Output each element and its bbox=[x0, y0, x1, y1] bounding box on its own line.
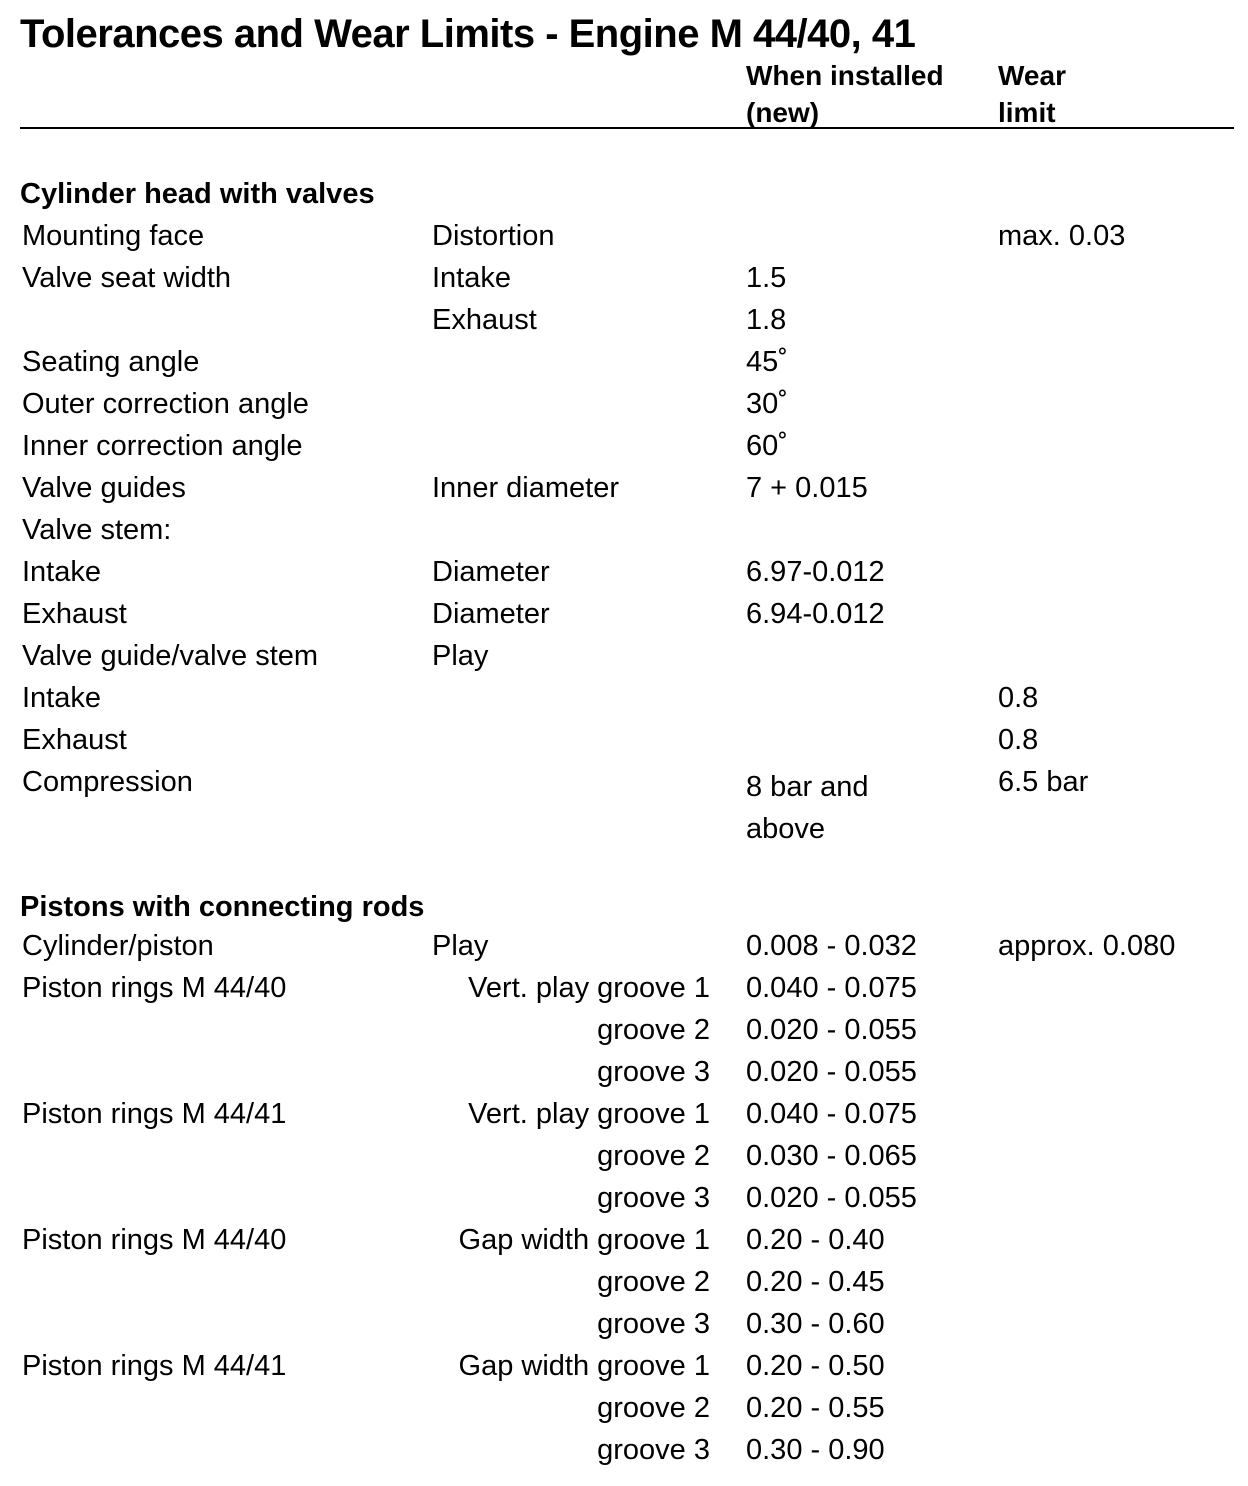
row-installed-value: 60˚ bbox=[746, 430, 788, 462]
row-item: Seating angle bbox=[22, 346, 200, 378]
row-item: Valve seat width bbox=[22, 262, 232, 294]
table-row bbox=[0, 1308, 1248, 1350]
cylinder-head-table bbox=[0, 220, 1248, 850]
table-row bbox=[0, 346, 1248, 388]
row-item: Compression bbox=[22, 766, 193, 798]
table-row bbox=[0, 1182, 1248, 1224]
table-row bbox=[0, 1224, 1248, 1266]
row-parameter: groove 3 bbox=[597, 1182, 710, 1214]
table-row bbox=[0, 262, 1248, 304]
table-row bbox=[0, 972, 1248, 1014]
table-row bbox=[0, 1434, 1248, 1476]
row-installed-value: 0.020 - 0.055 bbox=[746, 1014, 917, 1046]
column-header-when-installed bbox=[746, 57, 944, 131]
column-header-wear-limit bbox=[998, 57, 1066, 131]
row-installed-value: 45˚ bbox=[746, 346, 788, 378]
row-parameter: Vert. play groove 1 bbox=[468, 972, 710, 1004]
row-installed-value: 0.20 - 0.45 bbox=[746, 1266, 885, 1298]
row-installed-value: 7 + 0.015 bbox=[746, 472, 868, 504]
row-wear-limit: approx. 0.080 bbox=[998, 930, 1176, 962]
row-parameter: Diameter bbox=[432, 556, 550, 588]
row-parameter: Play bbox=[432, 640, 489, 672]
table-row bbox=[0, 1014, 1248, 1056]
page-title: Tolerances and Wear Limits - Engine M 44/40, 41 bbox=[20, 12, 916, 56]
pistons-table bbox=[0, 930, 1248, 1476]
row-installed-value: 0.040 - 0.075 bbox=[746, 972, 917, 1004]
row-parameter: Vert. play groove 1 bbox=[468, 1098, 710, 1130]
row-wear-limit: max. 0.03 bbox=[998, 220, 1126, 252]
row-parameter: groove 3 bbox=[597, 1056, 710, 1088]
table-row bbox=[0, 1140, 1248, 1182]
column-header-wear-limit-line1: Wear bbox=[998, 60, 1066, 91]
row-parameter: groove 3 bbox=[597, 1434, 710, 1466]
table-row bbox=[0, 1392, 1248, 1434]
table-row bbox=[0, 766, 1248, 850]
row-installed-value: 0.030 - 0.065 bbox=[746, 1140, 917, 1172]
row-parameter: Gap width groove 1 bbox=[458, 1350, 710, 1382]
row-installed-value: 1.5 bbox=[746, 262, 787, 294]
table-row bbox=[0, 388, 1248, 430]
row-parameter: Distortion bbox=[432, 220, 555, 252]
row-installed-value: 6.94-0.012 bbox=[746, 598, 885, 630]
table-row bbox=[0, 598, 1248, 640]
row-parameter: Exhaust bbox=[432, 304, 537, 336]
row-item: Valve stem: bbox=[22, 514, 172, 546]
column-header-wear-limit-line2: limit bbox=[998, 97, 1056, 128]
column-header-when-installed-line2: (new) bbox=[746, 97, 820, 128]
row-installed-value: 0.020 - 0.055 bbox=[746, 1182, 917, 1214]
table-row bbox=[0, 514, 1248, 556]
table-row bbox=[0, 1056, 1248, 1098]
row-installed-value: 0.020 - 0.055 bbox=[746, 1056, 917, 1088]
row-installed-value: 0.30 - 0.60 bbox=[746, 1308, 885, 1340]
table-row bbox=[0, 640, 1248, 682]
table-row bbox=[0, 430, 1248, 472]
table-row bbox=[0, 682, 1248, 724]
row-installed-value: 1.8 bbox=[746, 304, 787, 336]
row-installed-value: 0.20 - 0.50 bbox=[746, 1350, 885, 1382]
row-item: Cylinder/piston bbox=[22, 930, 214, 962]
row-item: Intake bbox=[22, 682, 101, 714]
table-row bbox=[0, 220, 1248, 262]
row-parameter: groove 2 bbox=[597, 1392, 710, 1424]
row-wear-limit: 0.8 bbox=[998, 682, 1039, 714]
row-item: Piston rings M 44/41 bbox=[22, 1350, 287, 1382]
row-item: Piston rings M 44/41 bbox=[22, 1098, 287, 1130]
row-installed-value: 30˚ bbox=[746, 388, 788, 420]
row-parameter: groove 2 bbox=[597, 1140, 710, 1172]
row-parameter: Inner diameter bbox=[432, 472, 619, 504]
row-parameter: groove 2 bbox=[597, 1014, 710, 1046]
header-divider bbox=[20, 127, 1234, 129]
row-parameter: Gap width groove 1 bbox=[458, 1224, 710, 1256]
row-parameter: Intake bbox=[432, 262, 511, 294]
section-title-cylinder-head: Cylinder head with valves bbox=[20, 178, 375, 210]
row-item: Outer correction angle bbox=[22, 388, 309, 420]
row-installed-value: 0.20 - 0.40 bbox=[746, 1224, 885, 1256]
row-item: Intake bbox=[22, 556, 101, 588]
table-row bbox=[0, 930, 1248, 972]
row-installed-value: 6.97-0.012 bbox=[746, 556, 885, 588]
row-item: Exhaust bbox=[22, 724, 127, 756]
table-row bbox=[0, 472, 1248, 514]
table-row bbox=[0, 1098, 1248, 1140]
row-item: Piston rings M 44/40 bbox=[22, 972, 287, 1004]
section-title-pistons: Pistons with connecting rods bbox=[20, 891, 425, 923]
table-row bbox=[0, 304, 1248, 346]
row-parameter: Play bbox=[432, 930, 489, 962]
row-item: Exhaust bbox=[22, 598, 127, 630]
row-item: Valve guide/valve stem bbox=[22, 640, 319, 672]
row-item: Valve guides bbox=[22, 472, 186, 504]
row-parameter: groove 2 bbox=[597, 1266, 710, 1298]
row-item: Piston rings M 44/40 bbox=[22, 1224, 287, 1256]
row-installed-value: 0.008 - 0.032 bbox=[746, 930, 917, 962]
table-row bbox=[0, 556, 1248, 598]
row-parameter: Diameter bbox=[432, 598, 550, 630]
row-installed-value: 0.30 - 0.90 bbox=[746, 1434, 885, 1466]
table-row bbox=[0, 724, 1248, 766]
table-row bbox=[0, 1266, 1248, 1308]
row-installed-value: 0.20 - 0.55 bbox=[746, 1392, 885, 1424]
column-header-when-installed-line1: When installed bbox=[746, 60, 944, 91]
row-installed-value: 0.040 - 0.075 bbox=[746, 1098, 917, 1130]
table-row bbox=[0, 1350, 1248, 1392]
row-parameter: groove 3 bbox=[597, 1308, 710, 1340]
row-wear-limit: 0.8 bbox=[998, 724, 1039, 756]
row-item: Inner correction angle bbox=[22, 430, 303, 462]
row-installed-value: 8 bar and above bbox=[746, 771, 869, 845]
row-wear-limit: 6.5 bar bbox=[998, 766, 1089, 798]
row-item: Mounting face bbox=[22, 220, 205, 252]
